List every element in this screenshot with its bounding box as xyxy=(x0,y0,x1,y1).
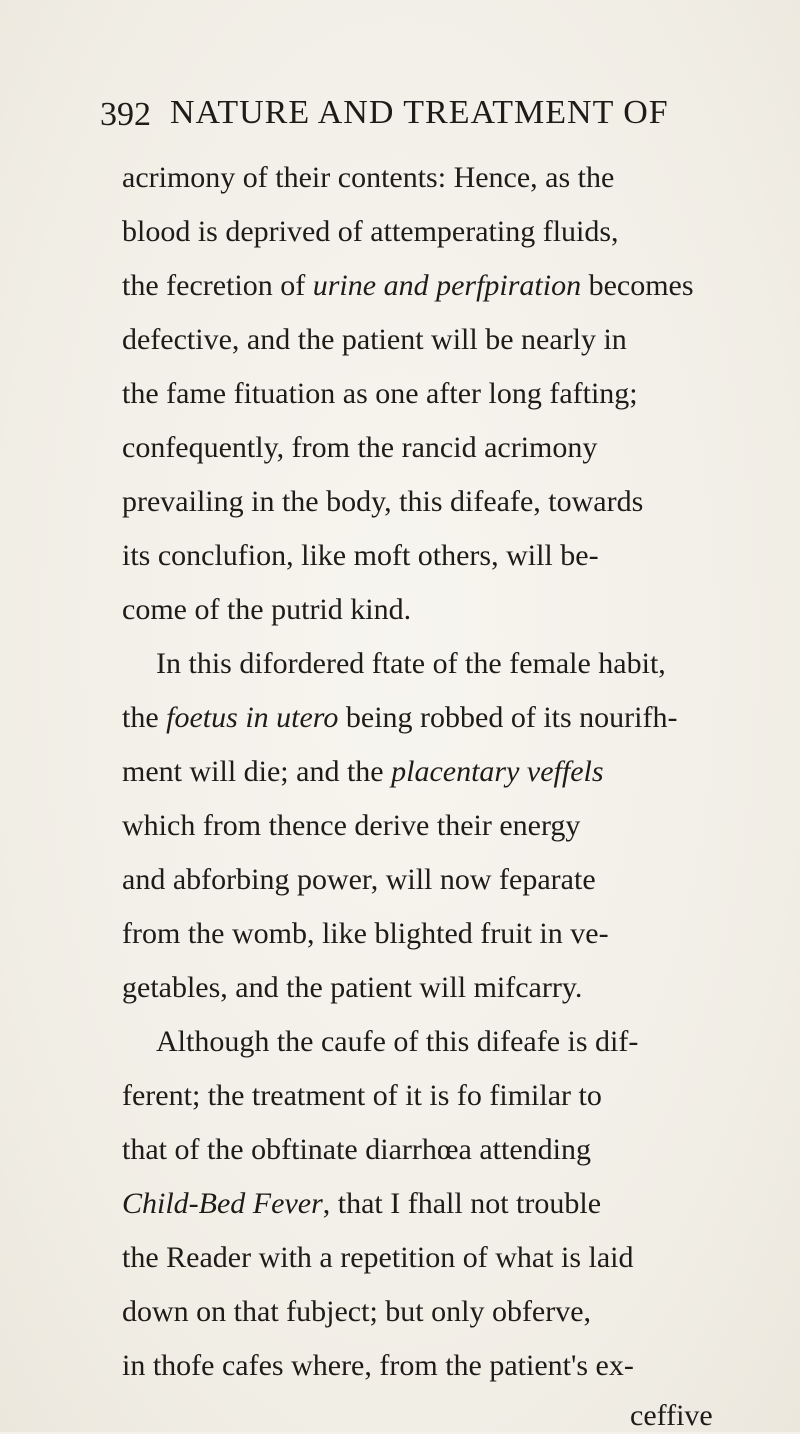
text-line: Child-Bed Fever, that I fhall not trouble xyxy=(122,1187,602,1220)
text-line: ferent; the treatment of it is fo fimilar to xyxy=(122,1079,602,1112)
text-line: its conclufion, like moft others, will be- xyxy=(122,539,599,572)
text-line: prevailing in the body, this difeafe, towards xyxy=(122,485,644,518)
page-header xyxy=(100,92,740,142)
text-line: blood is deprived of attemperating fluids, xyxy=(122,215,619,248)
text-line: defective, and the patient will be nearly in xyxy=(122,323,627,356)
paragraph-start: In this difordered ftate of the female habit, xyxy=(156,647,666,680)
text-line: from the womb, like blighted fruit in ve- xyxy=(122,917,609,950)
text-line: down on that fubject; but only obferve, xyxy=(122,1295,592,1328)
text-line: the Reader with a repetition of what is laid xyxy=(122,1241,634,1274)
page-number: 392 xyxy=(100,96,151,133)
text-line: and abforbing power, will now feparate xyxy=(122,863,596,896)
text-line: in thofe cafes where, from the patient's ex- xyxy=(122,1349,634,1382)
running-head: NATURE AND TREATMENT OF xyxy=(170,94,669,131)
catchword: ceffive xyxy=(630,1399,713,1432)
text-line: ment will die; and the placentary veffels xyxy=(122,755,604,788)
paragraph-start: Although the caufe of this difeafe is dif- xyxy=(156,1025,639,1058)
text-line: come of the putrid kind. xyxy=(122,593,412,626)
text-line: getables, and the patient will mifcarry. xyxy=(122,971,583,1004)
text-line: the foetus in utero being robbed of its nourifh- xyxy=(122,701,678,734)
text-line: confequently, from the rancid acrimony xyxy=(122,431,598,464)
text-line: which from thence derive their energy xyxy=(122,809,581,842)
text-line: acrimony of their contents: Hence, as the xyxy=(122,161,615,194)
text-line: the fecretion of urine and perfpiration becomes xyxy=(122,269,694,302)
text-line: the fame fituation as one after long fafting; xyxy=(122,377,638,410)
text-line: that of the obftinate diarrhœa attending xyxy=(122,1133,591,1166)
